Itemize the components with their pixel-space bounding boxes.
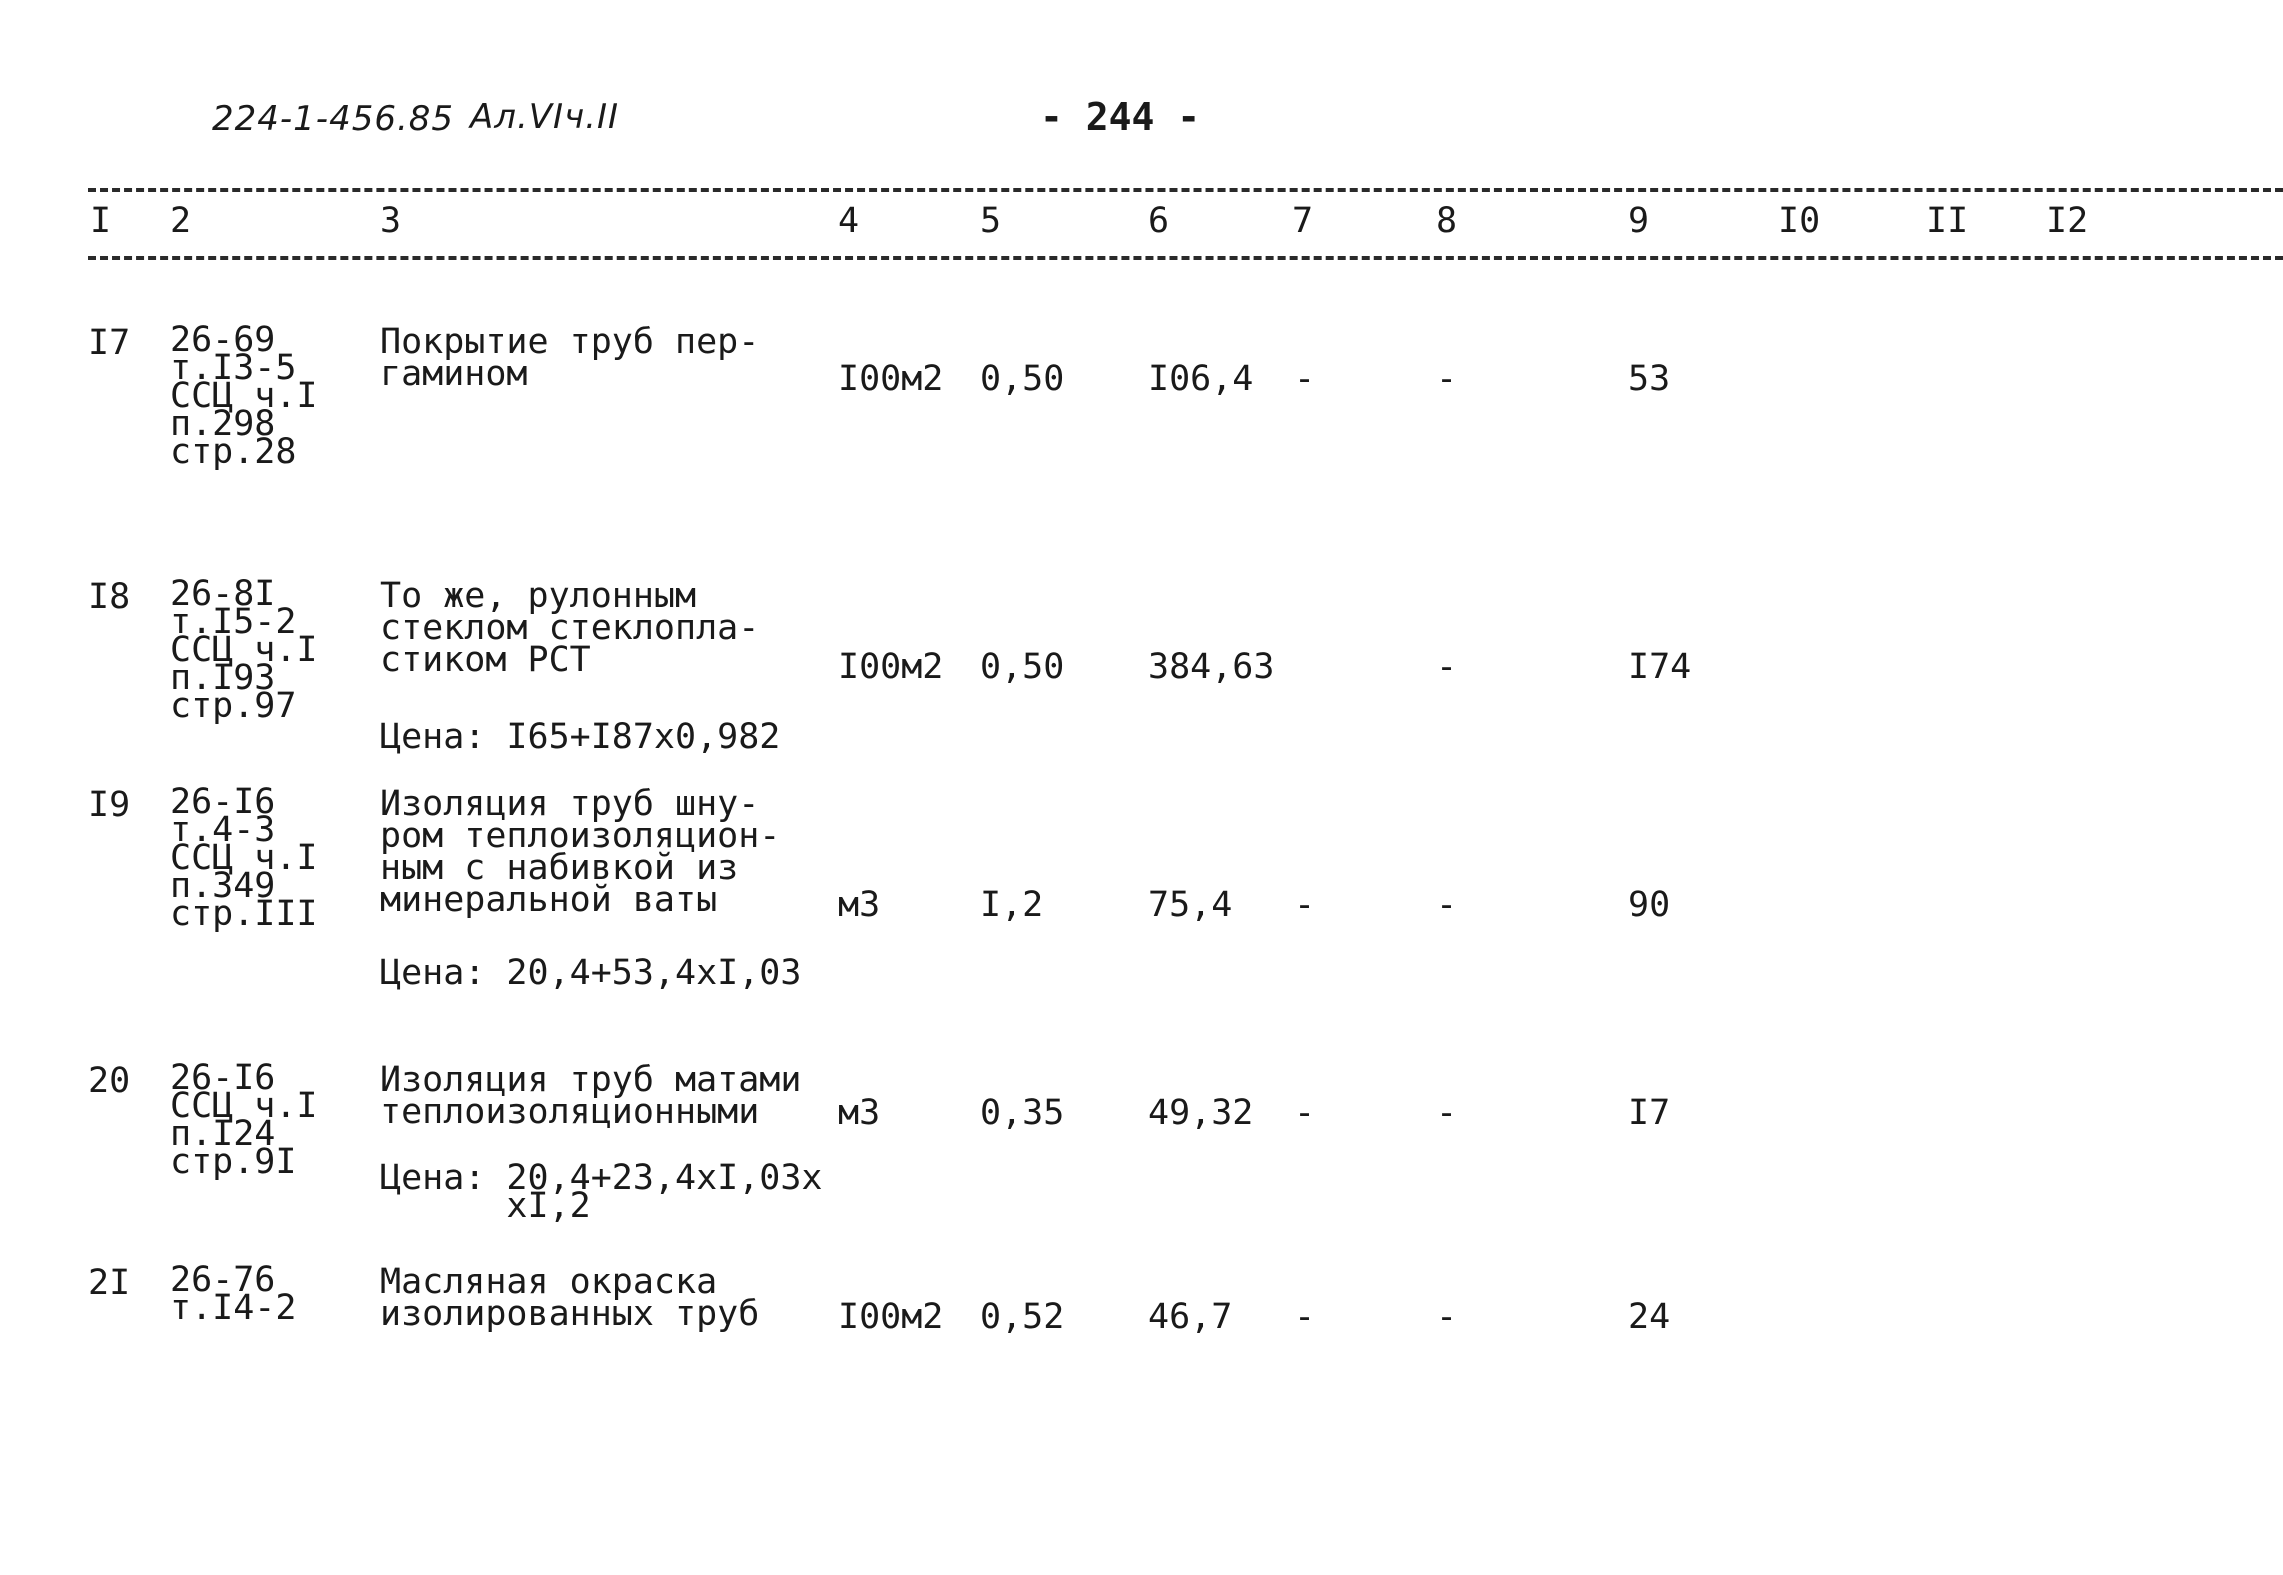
row-quantity: 0,35: [980, 1093, 1065, 1133]
document-code: 224-1-456.85: [212, 99, 455, 139]
page-number: - 244 -: [1040, 95, 1201, 139]
row-code: 26-8I т.I5-2 ССЦ ч.I п.I93 стр.97: [170, 574, 318, 726]
col-header-9: 9: [1628, 201, 1650, 241]
row-unit: I00м2: [838, 1297, 944, 1337]
row-description: Масляная окраска изолированных труб: [380, 1262, 760, 1334]
row-price-formula: Цена: I65+I87х0,982: [380, 717, 781, 757]
row-unit: I00м2: [838, 359, 944, 399]
row-unit-cost: 384,63: [1148, 647, 1275, 687]
col-header-2: 2: [170, 201, 192, 241]
row-total: 24: [1628, 1297, 1671, 1337]
col-header-10: I0: [1778, 201, 1821, 241]
row-total: 90: [1628, 885, 1671, 925]
header-top-rule: [88, 188, 2283, 192]
col-header-5: 5: [980, 201, 1002, 241]
col-header-1: I: [90, 201, 112, 241]
col-header-3: 3: [380, 201, 402, 241]
row-code: 26-I6 т.4-3 ССЦ ч.I п.349 стр.III: [170, 782, 318, 934]
row-col7: -: [1294, 1093, 1316, 1133]
row-unit: I00м2: [838, 647, 944, 687]
row-col8: -: [1436, 1093, 1458, 1133]
row-total: I74: [1628, 647, 1692, 687]
row-unit-cost: I06,4: [1148, 359, 1254, 399]
row-unit-cost: 46,7: [1148, 1297, 1233, 1337]
header-bottom-rule: [88, 256, 2283, 260]
col-header-6: 6: [1148, 201, 1170, 241]
row-code: 26-76 т.I4-2: [170, 1260, 297, 1328]
row-price-formula: Цена: 20,4+53,4хI,03: [380, 953, 802, 993]
row-quantity: I,2: [980, 885, 1044, 925]
row-description: Изоляция труб матами теплоизоляционными: [380, 1060, 802, 1132]
col-header-12: I2: [2046, 201, 2089, 241]
row-price-formula: Цена: 20,4+23,4хI,03х хI,2: [380, 1158, 823, 1226]
row-col8: -: [1436, 885, 1458, 925]
row-quantity: 0,50: [980, 647, 1065, 687]
row-description: Покрытие труб пер- гамином: [380, 322, 760, 394]
col-header-7: 7: [1292, 201, 1314, 241]
row-col8: -: [1436, 647, 1458, 687]
row-col7: -: [1294, 885, 1316, 925]
col-header-11: II: [1926, 201, 1969, 241]
row-code: 26-69 т.I3-5 ССЦ ч.I п.298 стр.28: [170, 320, 318, 472]
row-number: I8: [88, 577, 131, 617]
row-quantity: 0,50: [980, 359, 1065, 399]
album-note: Ал.VIч.II: [470, 97, 620, 137]
row-unit: м3: [838, 1093, 881, 1133]
col-header-8: 8: [1436, 201, 1458, 241]
row-code: 26-I6 ССЦ ч.I п.I24 стр.9I: [170, 1058, 318, 1182]
row-number: I7: [88, 323, 131, 363]
row-col8: -: [1436, 359, 1458, 399]
row-total: 53: [1628, 359, 1671, 399]
row-quantity: 0,52: [980, 1297, 1065, 1337]
row-unit: м3: [838, 885, 881, 925]
row-number: 20: [88, 1061, 131, 1101]
row-unit-cost: 49,32: [1148, 1093, 1254, 1133]
row-unit-cost: 75,4: [1148, 885, 1233, 925]
row-number: 2I: [88, 1263, 131, 1303]
col-header-4: 4: [838, 201, 860, 241]
row-col8: -: [1436, 1297, 1458, 1337]
row-total: I7: [1628, 1093, 1671, 1133]
row-number: I9: [88, 785, 131, 825]
row-description: Изоляция труб шну- ром теплоизоляцион- ным с набивкой из минеральной ваты: [380, 784, 781, 920]
row-col7: -: [1294, 359, 1316, 399]
row-col7: -: [1294, 1297, 1316, 1337]
row-description: То же, рулонным стеклом стеклопла- стиком РСТ: [380, 576, 760, 680]
